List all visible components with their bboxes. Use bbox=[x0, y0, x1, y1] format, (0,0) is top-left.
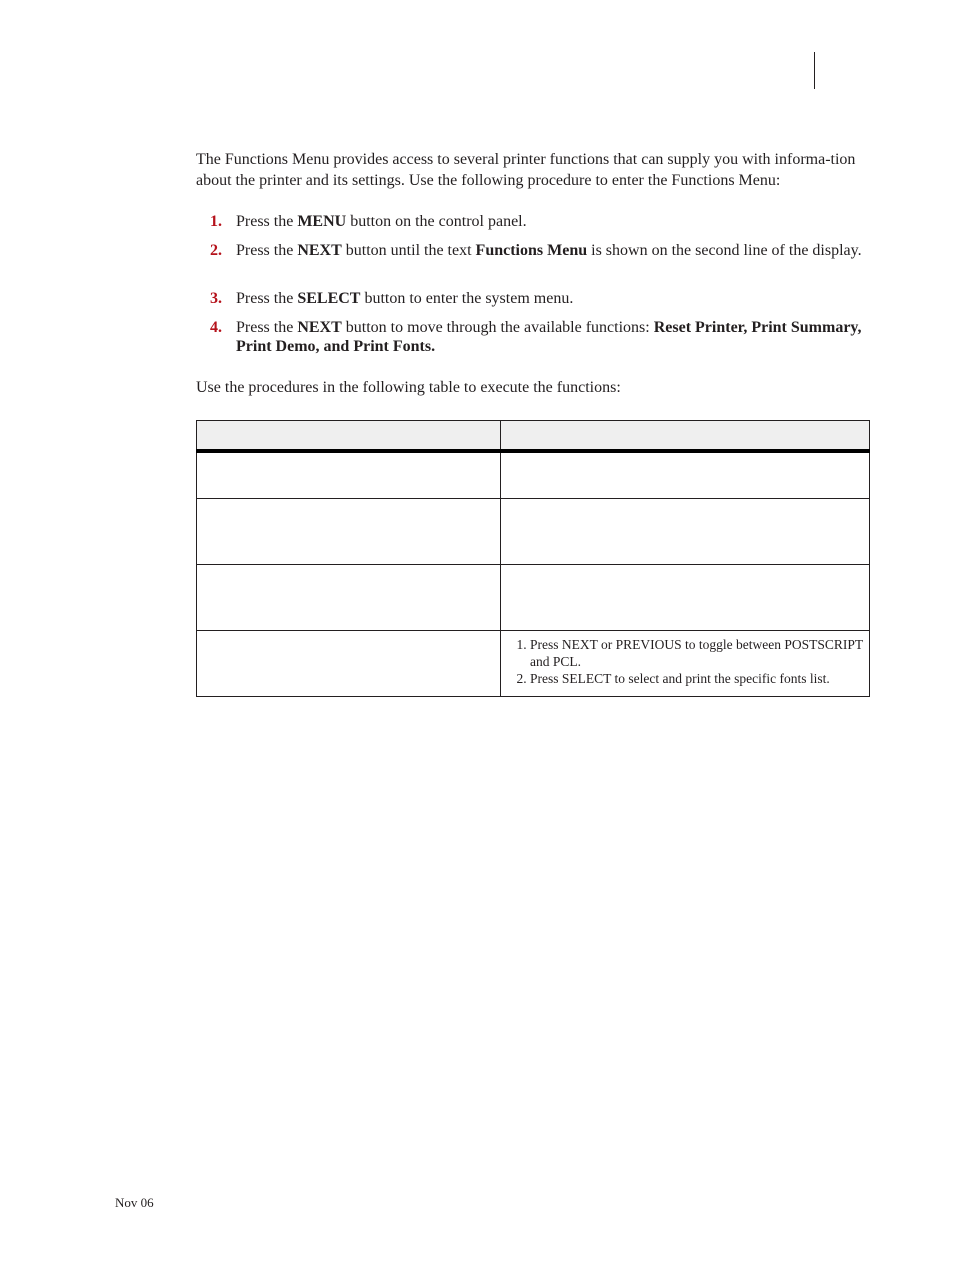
page-footer-date: Nov 06 bbox=[115, 1195, 154, 1210]
table-row bbox=[197, 630, 870, 696]
step-2: 2. Press the NEXT button until the text Functions Menu is shown on the second line of the display. bbox=[210, 242, 862, 259]
header-cell-function bbox=[197, 421, 501, 452]
change-bar bbox=[814, 52, 815, 89]
table-cell bbox=[197, 498, 501, 564]
step-number: 4. bbox=[210, 319, 222, 336]
list-item: 1. Press NEXT or PREVIOUS to toggle between POSTSCRIPT and PCL. bbox=[530, 636, 869, 670]
table-cell bbox=[501, 498, 870, 564]
intro-paragraph: The Functions Menu provides access to several printer functions that can supply you with informa-tion about the printer and its settings. Use the following procedure to enter the Functions Menu: bbox=[196, 151, 856, 189]
table-lead-in: Use the procedures in the following table to execute the functions: bbox=[196, 379, 621, 396]
list-item: 2. Press SELECT to select and print the specific fonts list. bbox=[530, 670, 869, 687]
step-1: 1. Press the MENU button on the control panel. bbox=[210, 213, 527, 230]
table-cell-print-fonts-procedure bbox=[501, 630, 870, 696]
step-3: 3. Press the SELECT button to enter the system menu. bbox=[210, 290, 574, 307]
header-cell-procedure bbox=[501, 421, 870, 452]
table-row bbox=[197, 451, 870, 498]
step-number: 2. bbox=[210, 242, 222, 259]
table-row bbox=[197, 564, 870, 630]
table-header-row bbox=[197, 421, 870, 452]
step-number: 1. bbox=[210, 213, 222, 230]
table-cell bbox=[501, 564, 870, 630]
table-cell bbox=[501, 451, 870, 498]
procedure-steps bbox=[196, 212, 870, 358]
table-cell bbox=[197, 630, 501, 696]
table-row bbox=[197, 498, 870, 564]
table-cell bbox=[197, 564, 501, 630]
print-fonts-steps bbox=[501, 631, 869, 687]
step-number: 3. bbox=[210, 290, 222, 307]
functions-table bbox=[196, 420, 870, 697]
table-cell bbox=[197, 451, 501, 498]
step-4: 4. Press the NEXT button to move through the available functions: Reset Printer, Print Summary, Print Demo, and Print Fonts. bbox=[210, 319, 862, 355]
